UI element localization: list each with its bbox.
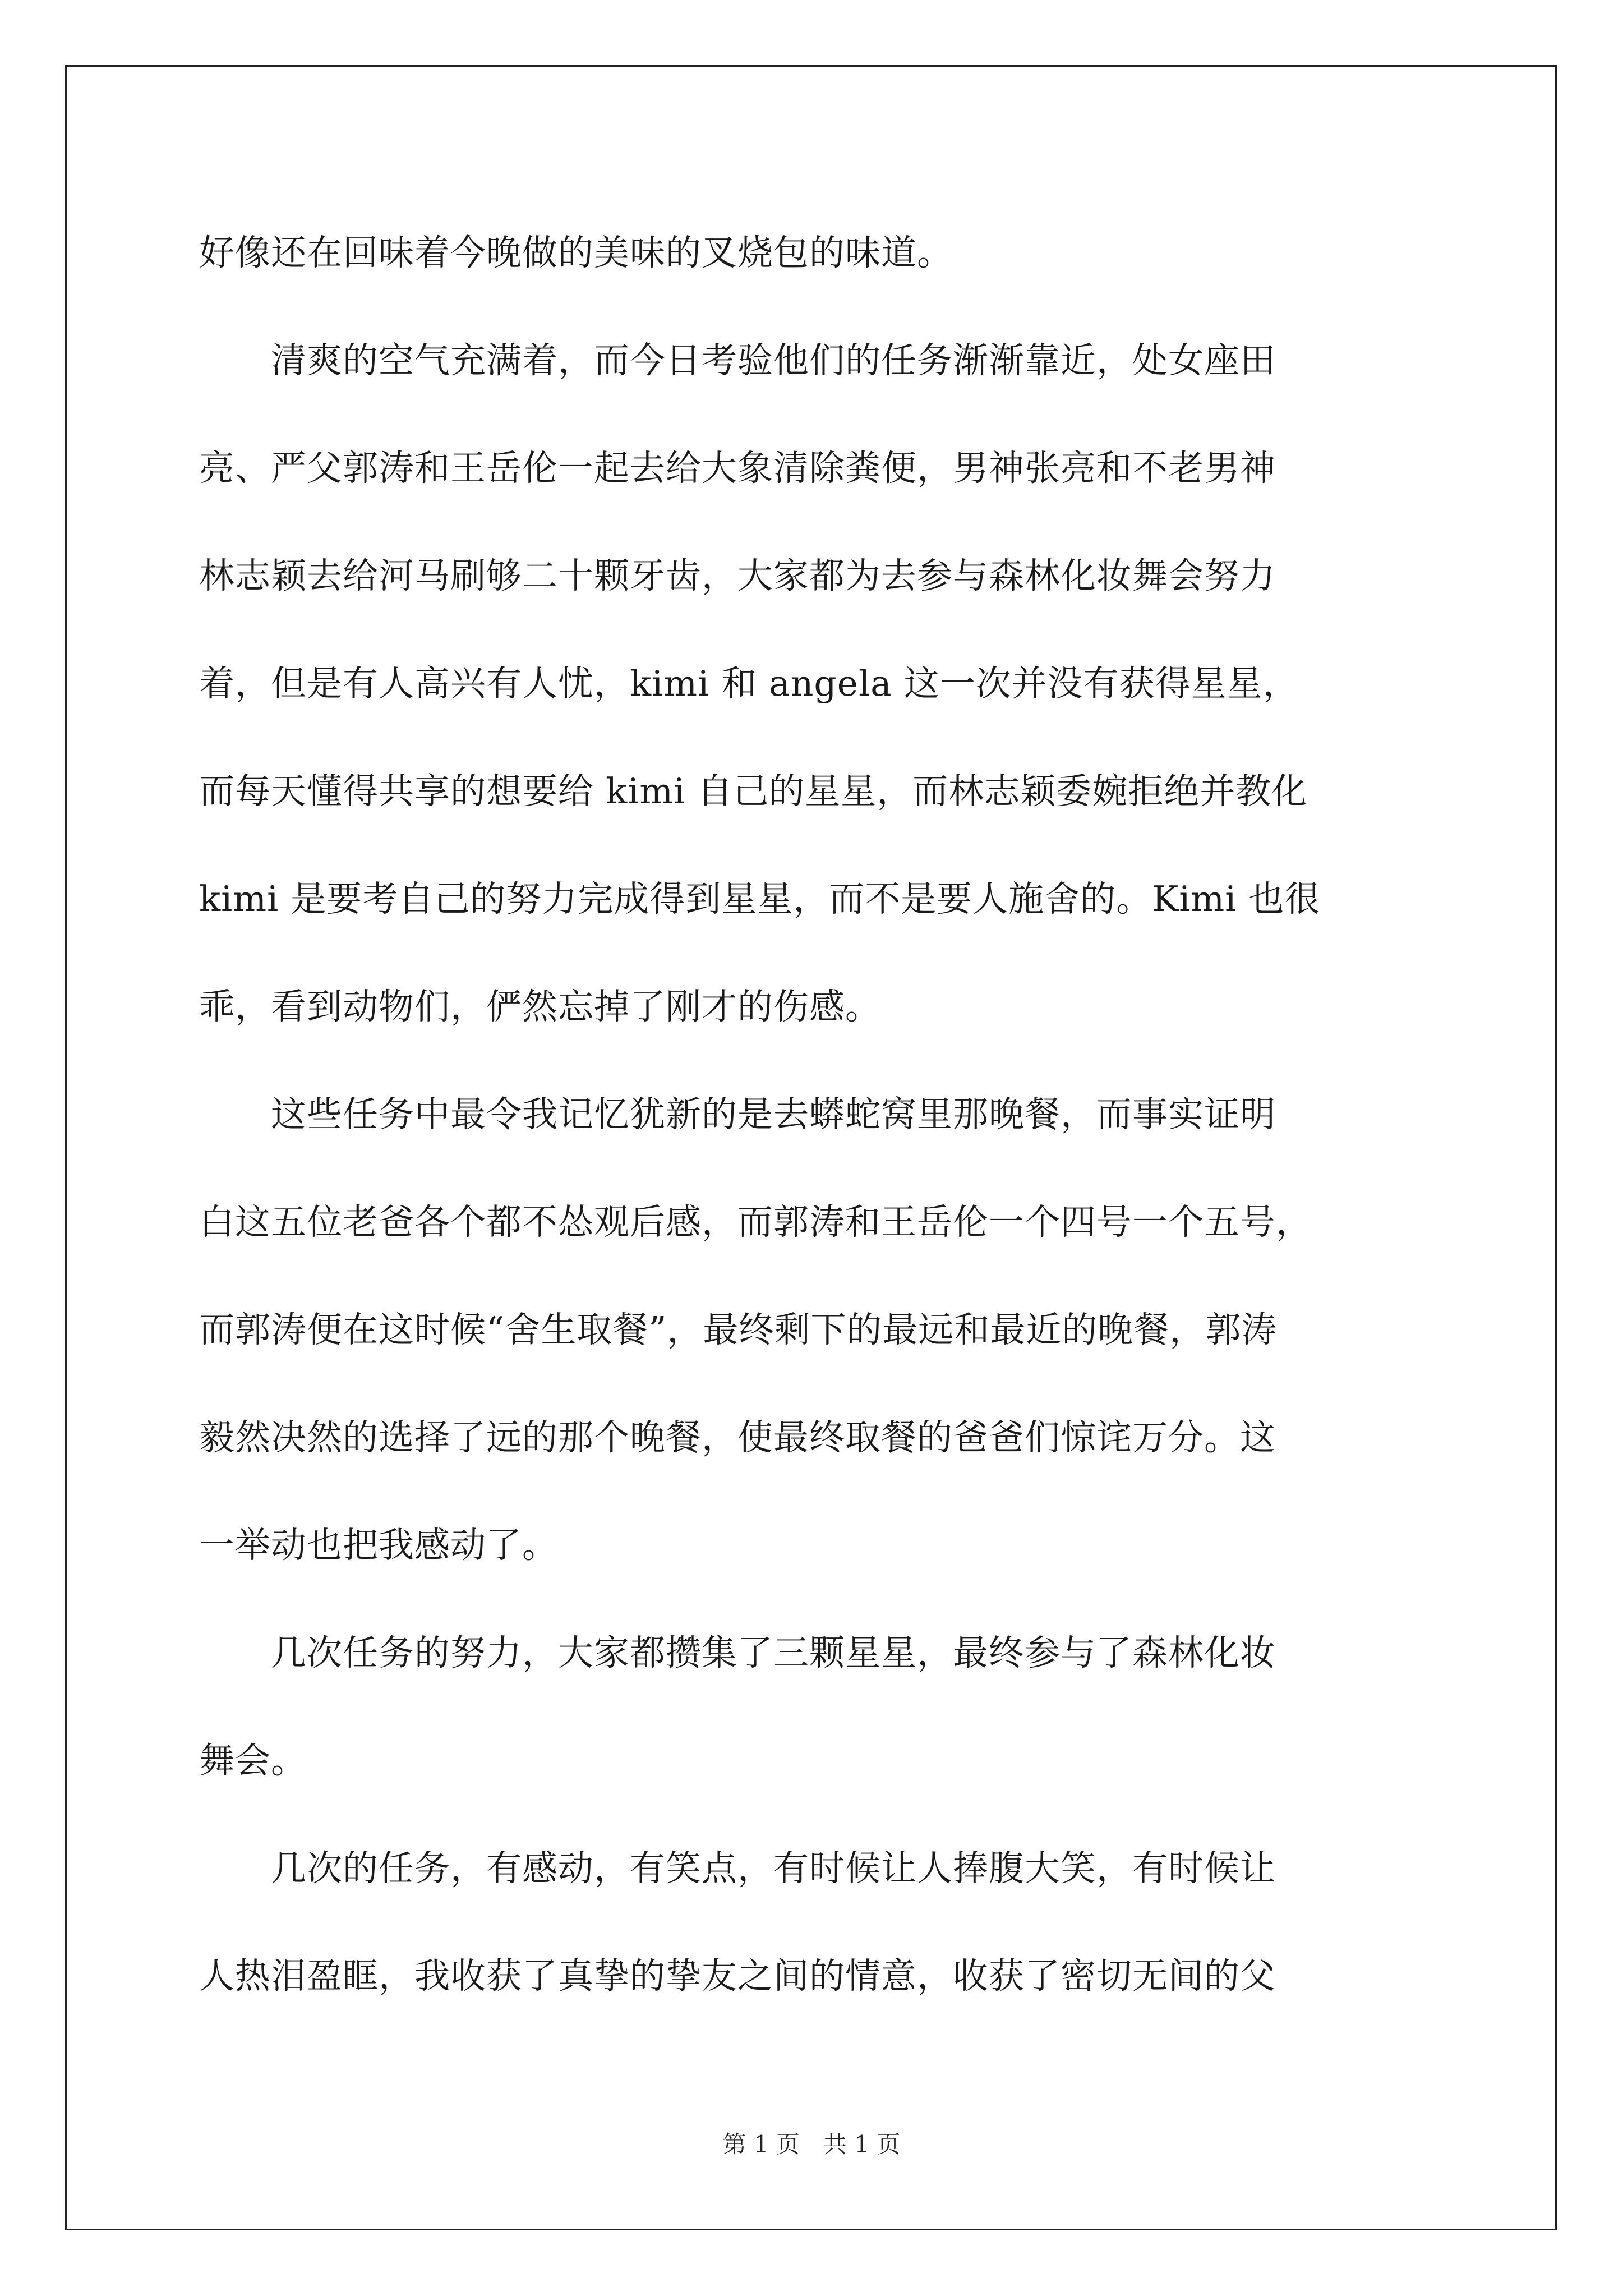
- text-line: kimi 是要考自己的努力完成得到星星，而不是要人施舍的。Kimi 也很: [199, 878, 1321, 919]
- text-line: 几次任务的努力，大家都攒集了三颗星星，最终参与了森林化妆: [199, 1632, 1276, 1673]
- text-line: 好像还在回味着今晚做的美味的叉烧包的味道。: [199, 232, 953, 273]
- page-number-footer: 第 1 页 共 1 页: [722, 2131, 901, 2158]
- text-line: 一举动也把我感动了。: [199, 1525, 558, 1566]
- text-line: 而郭涛便在这时候“舍生取餐”，最终剩下的最远和最近的晚餐，郭涛: [199, 1309, 1278, 1350]
- text-line: 着，但是有人高兴有人忧，kimi 和 angela 这一次并没有获得星星，: [199, 663, 1299, 704]
- text-line: 人热泪盈眶，我收获了真挚的挚友之间的情意，收获了密切无间的父: [199, 1955, 1276, 1996]
- text-line: 清爽的空气充满着，而今日考验他们的任务渐渐靠近，处女座田: [199, 340, 1276, 381]
- text-line: 几次的任务，有感动，有笑点，有时候让人捧腹大笑，有时候让: [199, 1848, 1276, 1889]
- document-body: [199, 199, 1433, 2030]
- text-line: 毅然决然的选择了远的那个晚餐，使最终取餐的爸爸们惊诧万分。这: [199, 1417, 1276, 1458]
- text-line: 白这五位老爸各个都不怂观后感，而郭涛和王岳伦一个四号一个五号，: [199, 1202, 1312, 1243]
- text-line: 这些任务中最令我记忆犹新的是去蟒蛇窝里那晚餐，而事实证明: [199, 1094, 1276, 1135]
- text-line: 林志颖去给河马刷够二十颗牙齿，大家都为去参与森林化妆舞会努力: [199, 555, 1276, 596]
- text-line: 亮、严父郭涛和王岳伦一起去给大象清除粪便，男神张亮和不老男神: [199, 448, 1276, 489]
- text-line: 舞会。: [199, 1740, 307, 1781]
- text-line: 乖，看到动物们，俨然忘掉了刚才的伤感。: [199, 986, 881, 1027]
- text-line: 而每天懂得共享的想要给 kimi 自己的星星，而林志颖委婉拒绝并教化: [199, 771, 1308, 812]
